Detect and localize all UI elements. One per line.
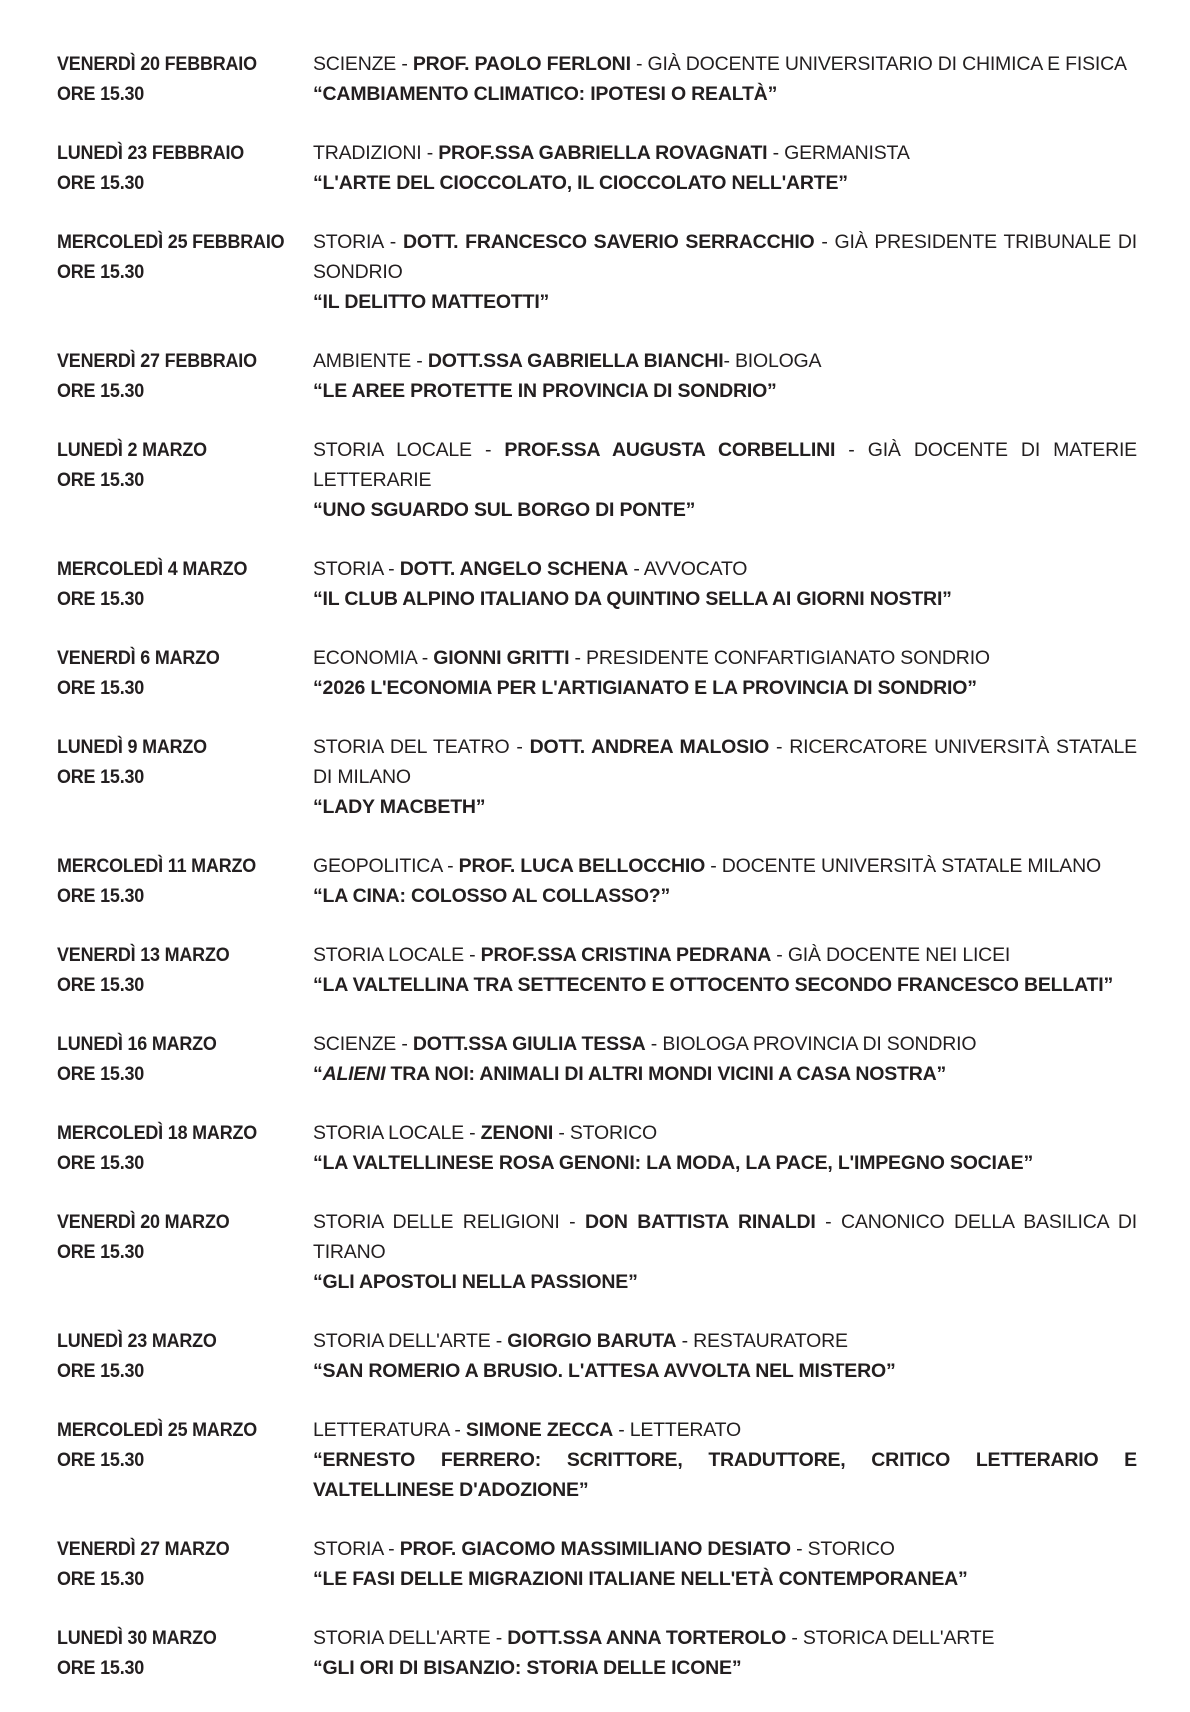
event-info	[313, 1534, 1137, 1594]
event-when	[57, 1415, 293, 1475]
event-speaker: DOTT.SSA ANNA TORTEROLO	[507, 1627, 787, 1649]
event-role: GIÀ DOCENTE NEI LICEI	[787, 944, 1011, 966]
event-role: AVVOCATO	[643, 558, 748, 580]
event-time: ORE 15.30	[57, 1449, 145, 1471]
separator: -	[767, 142, 785, 164]
event-subject: STORIA	[313, 1538, 383, 1560]
event-role: STORICO	[569, 1122, 657, 1144]
event-speaker-line	[313, 1415, 1137, 1445]
event-when	[57, 1118, 293, 1178]
event-speaker: GIORGIO BARUTA	[507, 1330, 677, 1352]
separator: -	[416, 647, 434, 669]
event-speaker-line	[313, 138, 1137, 168]
event-subject: STORIA LOCALE	[313, 439, 472, 461]
event-role: DOCENTE UNIVERSITÀ STATALE MILANO	[721, 855, 1101, 877]
event-subject: STORIA DELL'ARTE	[313, 1627, 491, 1649]
event-role: GIÀ DOCENTE UNIVERSITARIO DI CHIMICA E FISICA	[647, 53, 1127, 75]
event-info	[313, 138, 1137, 198]
separator: -	[396, 53, 413, 75]
event-when	[57, 1534, 293, 1594]
event-role: GERMANISTA	[784, 142, 910, 164]
separator: -	[771, 944, 788, 966]
event-time: ORE 15.30	[57, 1063, 145, 1085]
separator: -	[396, 1033, 413, 1055]
event-title: “LE FASI DELLE MIGRAZIONI ITALIANE NELL'ETÀ CONTEMPORANEA”	[313, 1568, 968, 1590]
event-info	[313, 435, 1137, 525]
title-open-quote: “	[313, 1063, 323, 1085]
event-date: VENERDÌ 27 MARZO	[57, 1538, 230, 1560]
separator: -	[814, 231, 835, 253]
event-speaker-line	[313, 1207, 1137, 1267]
event-date: MERCOLEDÌ 25 MARZO	[57, 1419, 258, 1441]
separator: -	[421, 142, 439, 164]
event-speaker-line	[313, 1623, 1137, 1653]
event-time: ORE 15.30	[57, 380, 145, 402]
event-date: LUNEDÌ 30 MARZO	[57, 1627, 217, 1649]
event-subject: STORIA LOCALE	[313, 944, 464, 966]
event-role: STORICA DELL'ARTE	[802, 1627, 995, 1649]
event-role: BIOLOGA PROVINCIA DI SONDRIO	[662, 1033, 977, 1055]
event-subject: AMBIENTE	[313, 350, 412, 372]
event-entry	[57, 435, 1137, 525]
event-when	[57, 643, 293, 703]
event-entry	[57, 940, 1137, 1000]
event-role: RICERCATORE UNIVERSITÀ STATALE DI MILANO	[313, 736, 1137, 788]
event-time: ORE 15.30	[57, 974, 145, 996]
event-title: “ERNESTO FERRERO: SCRITTORE, TRADUTTORE, CRITICO LETTERARIO E VALTELLINESE D'ADOZIONE”	[313, 1449, 1137, 1501]
event-entry	[57, 1326, 1137, 1386]
event-info	[313, 346, 1137, 406]
event-entry	[57, 851, 1137, 911]
event-title: “IL CLUB ALPINO ITALIANO DA QUINTINO SELLA AI GIORNI NOSTRI”	[313, 588, 952, 610]
event-role: PRESIDENTE CONFARTIGIANATO SONDRIO	[586, 647, 990, 669]
event-subject: SCIENZE	[313, 53, 397, 75]
event-speaker-line	[313, 851, 1137, 881]
event-role: GIÀ PRESIDENTE TRIBUNALE DI SONDRIO	[313, 231, 1138, 283]
event-role: GIÀ DOCENTE DI MATERIE LETTERARIE	[313, 439, 1137, 491]
separator: -	[628, 558, 644, 580]
event-date: LUNEDÌ 23 MARZO	[57, 1330, 217, 1352]
event-entry	[57, 1534, 1137, 1594]
separator: -	[463, 944, 481, 966]
event-speaker-line	[313, 1534, 1137, 1564]
event-speaker: GIONNI GRITTI	[433, 647, 570, 669]
event-subject: STORIA DELL'ARTE	[313, 1330, 491, 1352]
event-speaker: DOTT. FRANCESCO SAVERIO SERRACCHIO	[402, 231, 815, 253]
separator: -	[645, 1033, 663, 1055]
event-speaker: SIMONE ZECCA	[465, 1419, 613, 1441]
event-date: LUNEDÌ 2 MARZO	[57, 439, 207, 461]
event-time: ORE 15.30	[57, 172, 145, 194]
event-date: VENERDÌ 20 FEBBRAIO	[57, 53, 257, 75]
separator: -	[449, 1419, 466, 1441]
event-subject: TRADIZIONI	[313, 142, 422, 164]
event-entry	[57, 346, 1137, 406]
event-info	[313, 1415, 1137, 1505]
event-speaker-line	[313, 940, 1137, 970]
separator: -	[553, 1122, 570, 1144]
event-speaker: PROF. GIACOMO MASSIMILIANO DESIATO	[399, 1538, 791, 1560]
event-title: “UNO SGUARDO SUL BORGO DI PONTE”	[313, 499, 696, 521]
event-date: MERCOLEDÌ 25 FEBBRAIO	[57, 231, 285, 253]
separator: -	[569, 647, 587, 669]
event-date: LUNEDÌ 23 FEBBRAIO	[57, 142, 245, 164]
event-title	[313, 1059, 1137, 1089]
event-subject: ECONOMIA	[313, 647, 417, 669]
event-speaker-line	[313, 346, 1137, 376]
event-time: ORE 15.30	[57, 1360, 145, 1382]
event-speaker: ZENONI	[480, 1122, 554, 1144]
event-subject: STORIA LOCALE	[313, 1122, 464, 1144]
event-subject: LETTERATURA	[313, 1419, 450, 1441]
event-time: ORE 15.30	[57, 1241, 145, 1263]
separator: -	[471, 439, 505, 461]
event-entry	[57, 49, 1137, 109]
event-speaker: PROF.SSA CRISTINA PEDRANA	[480, 944, 772, 966]
separator: -	[790, 1538, 808, 1560]
event-when	[57, 346, 293, 406]
event-when	[57, 138, 293, 198]
event-time: ORE 15.30	[57, 83, 145, 105]
event-date: MERCOLEDÌ 11 MARZO	[57, 855, 257, 877]
event-speaker-line	[313, 643, 1137, 673]
event-title: “IL DELITTO MATTEOTTI”	[313, 291, 550, 313]
event-date: VENERDÌ 13 MARZO	[57, 944, 230, 966]
separator: -	[612, 1419, 630, 1441]
event-title: “LADY MACBETH”	[313, 796, 486, 818]
separator: -	[411, 350, 428, 372]
title-italic-word: ALIENI	[322, 1063, 386, 1085]
event-when	[57, 851, 293, 911]
separator: -	[382, 231, 403, 253]
event-speaker-line	[313, 435, 1137, 495]
separator: -	[815, 1211, 841, 1233]
event-speaker-line	[313, 49, 1137, 79]
event-entry	[57, 138, 1137, 198]
event-info	[313, 227, 1137, 317]
event-when	[57, 227, 293, 287]
event-info	[313, 1029, 1137, 1089]
event-subject: SCIENZE	[313, 1033, 397, 1055]
event-entry	[57, 1415, 1137, 1505]
event-when	[57, 1029, 293, 1089]
event-speaker-line	[313, 732, 1137, 792]
event-info	[313, 1623, 1137, 1683]
event-subject: STORIA DEL TEATRO	[313, 736, 510, 758]
separator: -	[786, 1627, 803, 1649]
separator: -	[769, 736, 790, 758]
separator: -	[723, 350, 735, 372]
event-speaker: PROF. LUCA BELLOCCHIO	[458, 855, 706, 877]
event-role: LETTERATO	[629, 1419, 741, 1441]
event-info	[313, 1207, 1137, 1297]
event-info	[313, 851, 1137, 911]
separator: -	[441, 855, 459, 877]
event-entry	[57, 643, 1137, 703]
event-entry	[57, 227, 1137, 317]
event-speaker-line	[313, 227, 1137, 287]
event-info	[313, 1326, 1137, 1386]
event-role: CANONICO DELLA BASILICA DI TIRANO	[313, 1211, 1137, 1263]
event-info	[313, 1118, 1137, 1178]
event-when	[57, 49, 293, 109]
event-speaker: DON BATTISTA RINALDI	[584, 1211, 816, 1233]
event-time: ORE 15.30	[57, 677, 145, 699]
event-subject: STORIA	[313, 558, 383, 580]
event-when	[57, 1207, 293, 1267]
event-info	[313, 554, 1137, 614]
event-title: “GLI ORI DI BISANZIO: STORIA DELLE ICONE”	[313, 1657, 742, 1679]
event-when	[57, 1623, 293, 1683]
event-subject: STORIA	[313, 231, 383, 253]
separator: -	[705, 855, 722, 877]
event-time: ORE 15.30	[57, 1568, 145, 1590]
event-title: “LA VALTELLINESE ROSA GENONI: LA MODA, LA PACE, L'IMPEGNO SOCIAE”	[313, 1152, 1034, 1174]
event-entry	[57, 1207, 1137, 1297]
event-subject: GEOPOLITICA	[313, 855, 442, 877]
event-title: “LA VALTELLINA TRA SETTECENTO E OTTOCENTO SECONDO FRANCESCO BELLATI”	[313, 974, 1113, 996]
title-rest: TRA NOI: ANIMALI DI ALTRI MONDI VICINI A CASA NOSTRA”	[385, 1063, 947, 1085]
event-info	[313, 732, 1137, 822]
separator: -	[559, 1211, 585, 1233]
separator: -	[676, 1330, 694, 1352]
event-when	[57, 435, 293, 495]
event-time: ORE 15.30	[57, 1657, 145, 1679]
event-date: VENERDÌ 27 FEBBRAIO	[57, 350, 257, 372]
separator: -	[835, 439, 868, 461]
event-entry	[57, 732, 1137, 822]
event-info	[313, 940, 1137, 1000]
event-entry	[57, 1623, 1137, 1683]
event-title: “2026 L'ECONOMIA PER L'ARTIGIANATO E LA PROVINCIA DI SONDRIO”	[313, 677, 977, 699]
event-speaker: DOTT. ANGELO SCHENA	[399, 558, 629, 580]
event-when	[57, 732, 293, 792]
separator: -	[463, 1122, 481, 1144]
event-speaker: PROF. PAOLO FERLONI	[412, 53, 631, 75]
event-title: “GLI APOSTOLI NELLA PASSIONE”	[313, 1271, 638, 1293]
separator: -	[490, 1330, 508, 1352]
separator: -	[630, 53, 648, 75]
event-when	[57, 940, 293, 1000]
event-role: RESTAURATORE	[693, 1330, 848, 1352]
event-title: “CAMBIAMENTO CLIMATICO: IPOTESI O REALTÀ”	[313, 83, 778, 105]
event-time: ORE 15.30	[57, 261, 145, 283]
separator: -	[490, 1627, 508, 1649]
event-speaker-line	[313, 1118, 1137, 1148]
event-speaker-line	[313, 1029, 1137, 1059]
event-speaker: DOTT. ANDREA MALOSIO	[529, 736, 770, 758]
separator: -	[509, 736, 530, 758]
event-title: “LA CINA: COLOSSO AL COLLASSO?”	[313, 885, 671, 907]
event-date: LUNEDÌ 9 MARZO	[57, 736, 207, 758]
event-role: STORICO	[807, 1538, 895, 1560]
event-entry	[57, 1118, 1137, 1178]
event-time: ORE 15.30	[57, 1152, 145, 1174]
event-when	[57, 1326, 293, 1386]
event-date: MERCOLEDÌ 18 MARZO	[57, 1122, 258, 1144]
event-date: VENERDÌ 20 MARZO	[57, 1211, 230, 1233]
event-speaker-line	[313, 1326, 1137, 1356]
separator: -	[382, 558, 400, 580]
event-info	[313, 49, 1137, 109]
lecture-schedule	[57, 49, 1137, 1712]
event-speaker: PROF.SSA GABRIELLA ROVAGNATI	[438, 142, 768, 164]
event-date: LUNEDÌ 16 MARZO	[57, 1033, 217, 1055]
event-date: MERCOLEDÌ 4 MARZO	[57, 558, 248, 580]
event-time: ORE 15.30	[57, 588, 145, 610]
event-speaker: DOTT.SSA GIULIA TESSA	[412, 1033, 646, 1055]
event-title: “LE AREE PROTETTE IN PROVINCIA DI SONDRIO”	[313, 380, 777, 402]
event-speaker: DOTT.SSA GABRIELLA BIANCHI	[427, 350, 724, 372]
event-subject: STORIA DELLE RELIGIONI	[313, 1211, 560, 1233]
event-entry	[57, 1029, 1137, 1089]
event-when	[57, 554, 293, 614]
event-speaker-line	[313, 554, 1137, 584]
event-time: ORE 15.30	[57, 766, 145, 788]
event-date: VENERDÌ 6 MARZO	[57, 647, 220, 669]
event-entry	[57, 554, 1137, 614]
event-title: “SAN ROMERIO A BRUSIO. L'ATTESA AVVOLTA NEL MISTERO”	[313, 1360, 896, 1382]
event-time: ORE 15.30	[57, 885, 145, 907]
event-time: ORE 15.30	[57, 469, 145, 491]
event-speaker: PROF.SSA AUGUSTA CORBELLINI	[504, 439, 836, 461]
separator: -	[382, 1538, 400, 1560]
event-role: BIOLOGA	[734, 350, 822, 372]
event-info	[313, 643, 1137, 703]
event-title: “L'ARTE DEL CIOCCOLATO, IL CIOCCOLATO NELL'ARTE”	[313, 172, 848, 194]
